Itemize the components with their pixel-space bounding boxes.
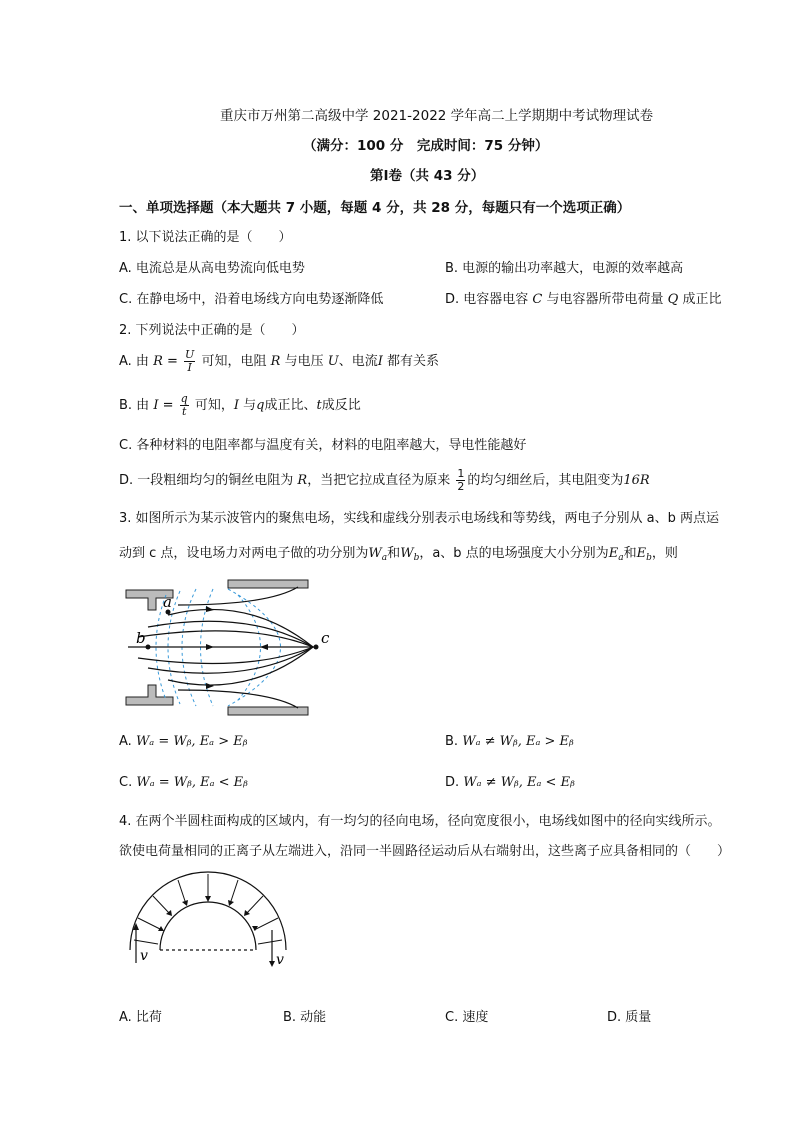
q2-option-c: C. 各种材料的电阻率都与温度有关，材料的电阻率越大，导电性能越好 <box>119 438 527 453</box>
q4-option-c: C. 速度 <box>445 1010 489 1025</box>
q3-option-a: A. Wₐ = Wᵦ, Eₐ > Eᵦ <box>119 734 248 749</box>
point-c <box>314 645 319 650</box>
q4-stem-line2: 欲使电荷量相同的正离子从左端进入，沿同一半圆路径运动后从右端射出，这些离子应具备相同的（ ） <box>119 844 731 859</box>
inner-semicircle <box>160 902 256 950</box>
label-c: c <box>321 629 330 647</box>
label-b: b <box>136 629 146 647</box>
q4-option-d: D. 质量 <box>607 1010 652 1025</box>
q1-option-b: B. 电源的输出功率越大，电源的效率越高 <box>445 261 684 276</box>
exam-subtitle: （满分：100 分 完成时间：75 分钟） <box>303 138 549 154</box>
q1-option-d: D. 电容器电容 C 与电容器所带电荷量 Q 成正比 <box>445 292 722 307</box>
q2-stem: 2. 下列说法中正确的是（ ） <box>119 323 305 338</box>
q1-option-a: A. 电流总是从高电势流向低电势 <box>119 261 305 276</box>
q3-stem-line2: 动到 c 点，设电场力对两电子做的功分别为$W_a$和$W_b$，a、b 点的电场强度大小分别为$E_a$和$E_b$，则 <box>119 546 678 563</box>
volume-heading: 第Ⅰ卷（共 43 分） <box>370 168 485 184</box>
radial-field-arrows <box>134 874 282 944</box>
top-right-plate <box>228 580 308 588</box>
radial-field-figure <box>118 868 298 968</box>
q4-option-b: B. 动能 <box>283 1010 327 1025</box>
q3-option-d: D. Wₐ ≠ Wᵦ, Eₐ < Eᵦ <box>445 775 575 790</box>
q1-option-c: C. 在静电场中，沿着电场线方向电势逐渐降低 <box>119 292 384 307</box>
q4-stem-line1: 4. 在两个半圆柱面构成的区域内，有一均匀的径向电场，径向宽度很小，电场线如图中的径向实线所示。 <box>119 814 721 829</box>
bottom-left-electrode <box>126 685 173 705</box>
q2-option-b: B. 由 I = $\frac{q}{t}$ 可知，I 与q成正比、t成反比 <box>119 392 361 418</box>
q3-option-b: B. Wₐ ≠ Wᵦ, Eₐ > Eᵦ <box>445 734 574 749</box>
bottom-right-plate <box>228 707 308 715</box>
exam-title: 重庆市万州第二高级中学 2021-2022 学年高二上学期期中考试物理试卷 <box>220 108 654 124</box>
q3-option-c: C. Wₐ = Wᵦ, Eₐ < Eᵦ <box>119 775 248 790</box>
q2-option-a: A. 由 R = $\frac{U}{I}$ 可知，电阻 R 与电压 U、电流I 都有关系 <box>119 348 439 374</box>
q2-option-d: D. 一段粗细均匀的铜丝电阻为 R，当把它拉成直径为原来 $\frac{1}{2}$ 的均匀细丝后，其电阻变为16R <box>119 467 650 493</box>
label-v-left: v <box>140 948 148 964</box>
label-a: a <box>163 593 172 611</box>
focusing-field-figure <box>118 575 348 720</box>
q1-stem: 1. 以下说法正确的是（ ） <box>119 230 292 245</box>
q4-option-a: A. 比荷 <box>119 1010 162 1025</box>
point-b <box>146 645 151 650</box>
section-heading: 一、单项选择题（本大题共 7 小题，每题 4 分，共 28 分，每题只有一个选项正确） <box>119 200 631 216</box>
q3-stem-line1: 3. 如图所示为某示波管内的聚焦电场，实线和虚线分别表示电场线和等势线，两电子分别从 a、b 两点运 <box>119 511 720 526</box>
label-v-right: v <box>276 952 284 968</box>
